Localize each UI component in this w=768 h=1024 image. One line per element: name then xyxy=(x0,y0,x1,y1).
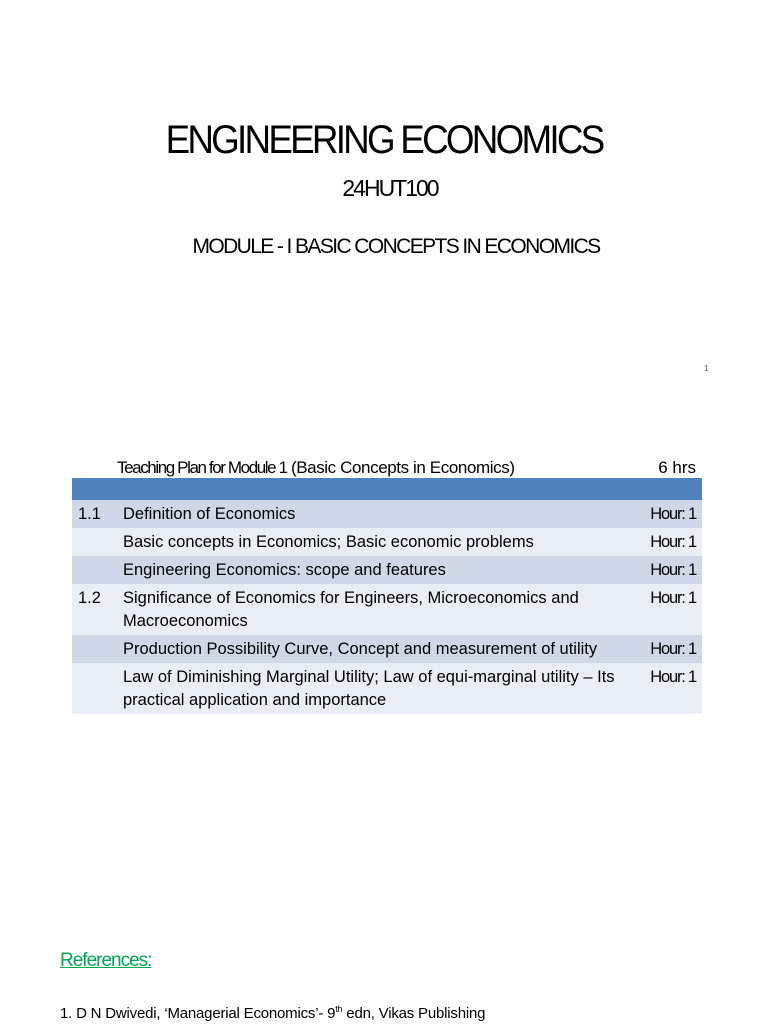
reference-text-end: edn, Vikas Publishing xyxy=(342,1005,486,1022)
row-number xyxy=(72,528,119,556)
course-code: 24HUT100 xyxy=(342,175,438,201)
table-row xyxy=(72,635,702,663)
row-hours: Hour: 1 xyxy=(622,635,702,663)
row-topic: Production Possibility Curve, Concept and measurement of utility xyxy=(119,635,622,663)
row-hours: Hour: 1 xyxy=(622,584,702,635)
teaching-plan-table xyxy=(72,500,702,714)
references-heading: References: xyxy=(60,950,152,971)
reference-item xyxy=(60,1004,485,1022)
table-row xyxy=(72,528,702,556)
module-heading: MODULE - I BASIC CONCEPTS IN ECONOMICS xyxy=(192,235,600,258)
table-row xyxy=(72,500,702,528)
table-header-band xyxy=(72,478,702,500)
row-topic: Engineering Economics: scope and features xyxy=(119,556,622,584)
reference-superscript: th xyxy=(335,1004,343,1014)
teaching-plan xyxy=(72,454,702,714)
title-slide xyxy=(0,0,768,400)
page-number: 1 xyxy=(704,364,709,373)
row-hours: Hour: 1 xyxy=(622,528,702,556)
teaching-plan-title-part2: (Basic Concepts in Economics) xyxy=(286,458,515,477)
total-hours: 6 hrs xyxy=(658,458,696,477)
row-number xyxy=(72,663,119,714)
table-row xyxy=(72,584,702,635)
row-hours: Hour: 1 xyxy=(622,500,702,528)
row-number xyxy=(72,635,119,663)
row-topic: Significance of Economics for Engineers, Microeconomics and Macroeconomics xyxy=(119,584,622,635)
teaching-plan-title-part1: Teaching Plan for Module 1 xyxy=(117,458,287,477)
row-hours: Hour: 1 xyxy=(622,556,702,584)
row-topic: Definition of Economics xyxy=(119,500,622,528)
teaching-plan-title xyxy=(117,458,515,478)
row-topic: Basic concepts in Economics; Basic economic problems xyxy=(119,528,622,556)
row-number xyxy=(72,556,119,584)
row-number: 1.1 xyxy=(72,500,119,528)
row-hours: Hour: 1 xyxy=(622,663,702,714)
teaching-plan-header xyxy=(72,454,702,478)
row-number: 1.2 xyxy=(72,584,119,635)
table-row xyxy=(72,556,702,584)
reference-text: 1. D N Dwivedi, ‘Managerial Economics’- 9 xyxy=(60,1005,336,1022)
row-topic: Law of Diminishing Marginal Utility; Law of equi-marginal utility – Its practical application and importance xyxy=(119,663,622,714)
table-row xyxy=(72,663,702,714)
document-title: ENGINEERING ECONOMICS xyxy=(165,118,603,162)
